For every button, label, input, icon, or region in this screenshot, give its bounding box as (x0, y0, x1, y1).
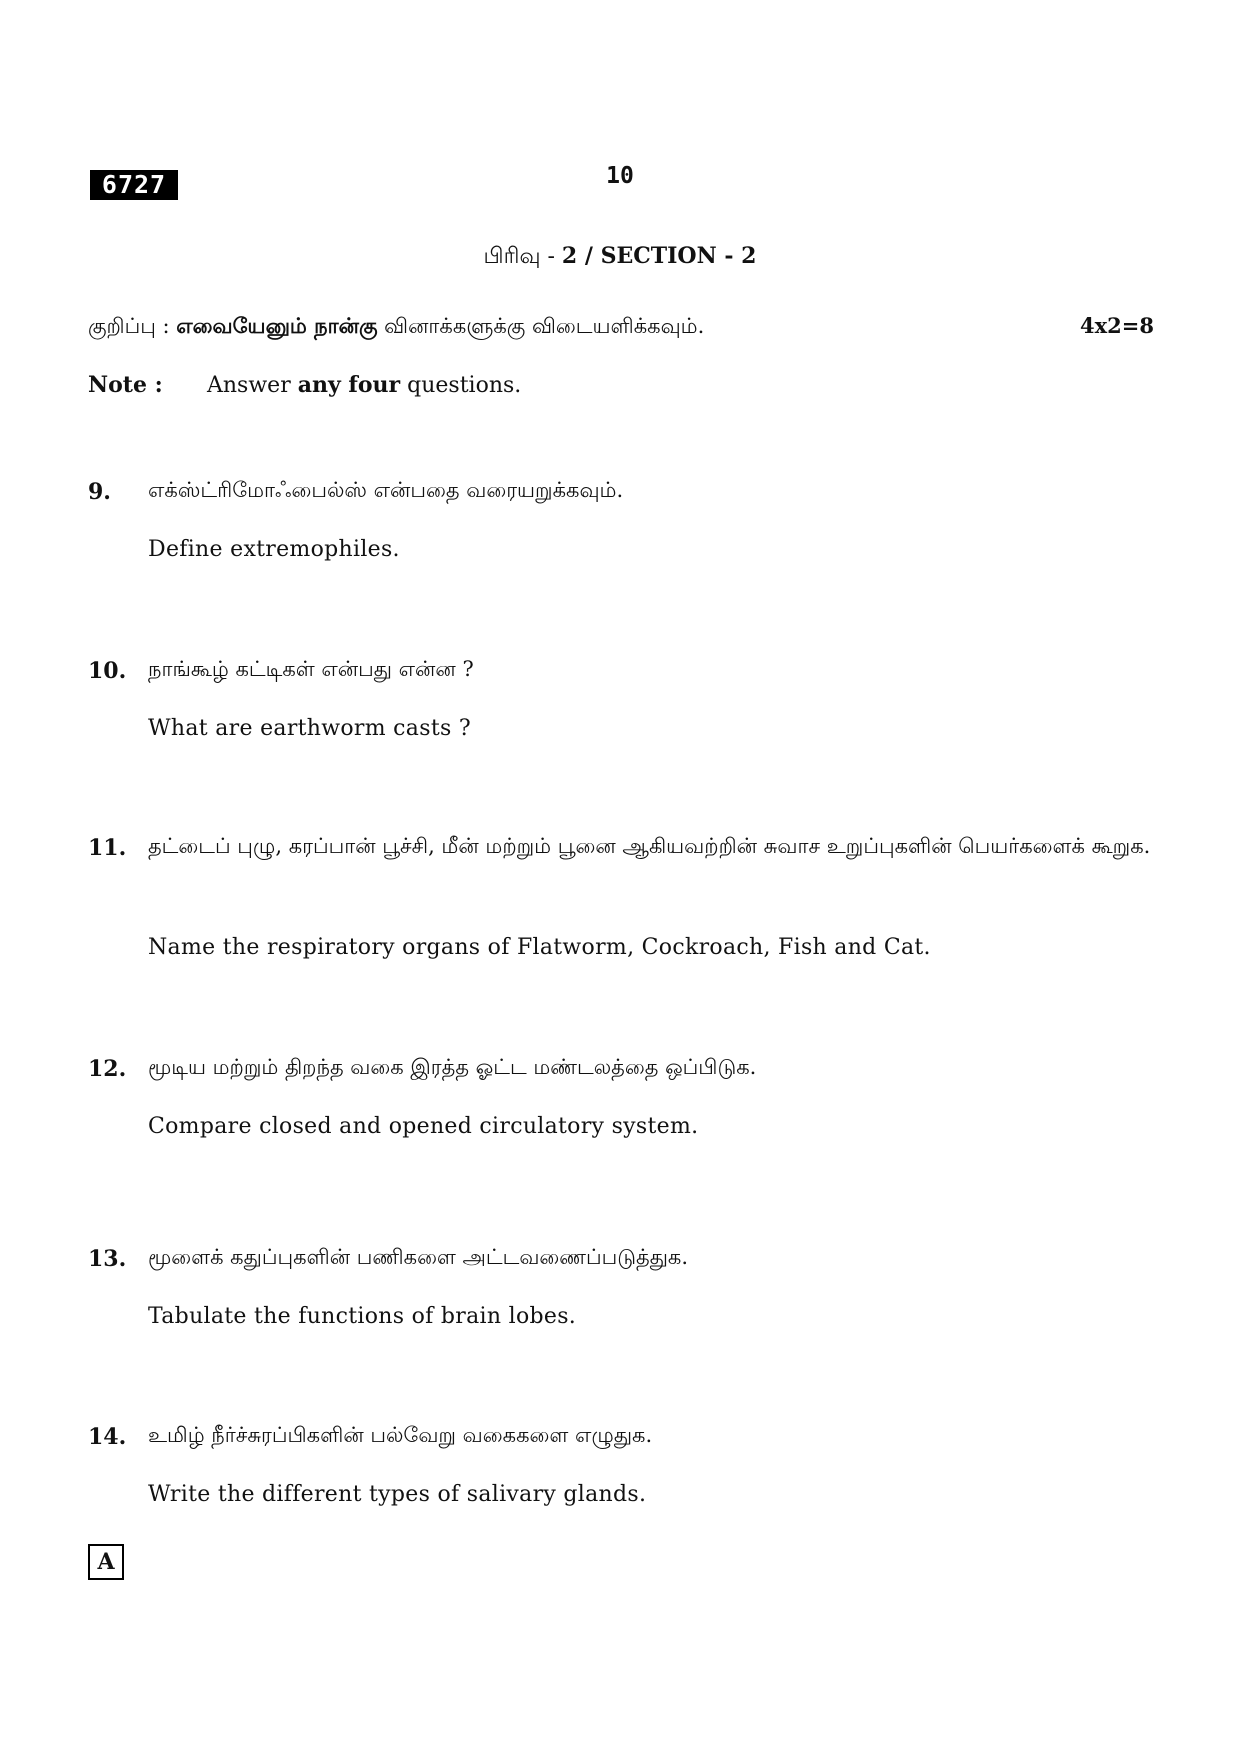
question-text-english: Compare closed and opened circulatory system. (148, 1114, 699, 1139)
paper-code-badge: 6727 (90, 170, 178, 200)
instruction-tamil-bold: எவையேனும் நான்கு (176, 313, 378, 338)
question-number: 14. (88, 1424, 127, 1450)
instruction-tamil-rest: வினாக்களுக்கு விடையளிக்கவும். (377, 314, 705, 338)
question-text-english: Write the different types of salivary glands. (148, 1482, 647, 1507)
question-text-tamil: மூடிய மற்றும் திறந்த வகை இரத்த ஓட்ட மண்டலத்தை ஒப்பிடுக. (148, 1055, 757, 1079)
question-text-english: Define extremophiles. (148, 537, 400, 562)
question-number: 10. (88, 658, 127, 684)
note-text-post: questions. (400, 373, 522, 398)
instruction-tamil-label: குறிப்பு : (88, 314, 177, 338)
note-text-bold: any four (297, 372, 401, 398)
question-number: 13. (88, 1246, 127, 1272)
section-title-tamil: பிரிவு - (483, 244, 562, 269)
page-number: 10 (606, 163, 634, 189)
section-title-number: 2 / SECTION - 2 (561, 243, 757, 269)
note-text (207, 372, 521, 398)
marks-allocation: 4x2=8 (1080, 313, 1154, 338)
question-text-tamil: மூளைக் கதுப்புகளின் பணிகளை அட்டவணைப்படுத்துக. (148, 1245, 689, 1269)
question-text-tamil: எக்ஸ்ட்ரிமோஃபைல்ஸ் என்பதை வரையறுக்கவும். (148, 478, 624, 502)
instruction-tamil (88, 313, 704, 341)
note-label: Note : (88, 372, 163, 398)
question-number: 11. (88, 835, 127, 861)
question-text-english: Tabulate the functions of brain lobes. (148, 1304, 577, 1329)
question-text-tamil: நாங்கூழ் கட்டிகள் என்பது என்ன ? (148, 657, 474, 681)
question-text-english: What are earthworm casts ? (148, 716, 471, 741)
question-text-english: Name the respiratory organs of Flatworm, Cockroach, Fish and Cat. (148, 935, 931, 960)
question-text-tamil: உமிழ் நீர்ச்சுரப்பிகளின் பல்வேறு வகைகளை எழுதுக. (148, 1423, 653, 1447)
question-set-letter: A (88, 1544, 124, 1580)
question-number: 12. (88, 1056, 127, 1082)
question-number: 9. (88, 479, 111, 505)
note-text-pre: Answer (207, 373, 298, 398)
section-title (0, 243, 1240, 272)
question-text-tamil: தட்டைப் புழு, கரப்பான் பூச்சி, மீன் மற்றும் பூனை ஆகியவற்றின் சுவாச உறுப்புகளின் பெயர்களைக் கூறுக. (148, 834, 1151, 858)
